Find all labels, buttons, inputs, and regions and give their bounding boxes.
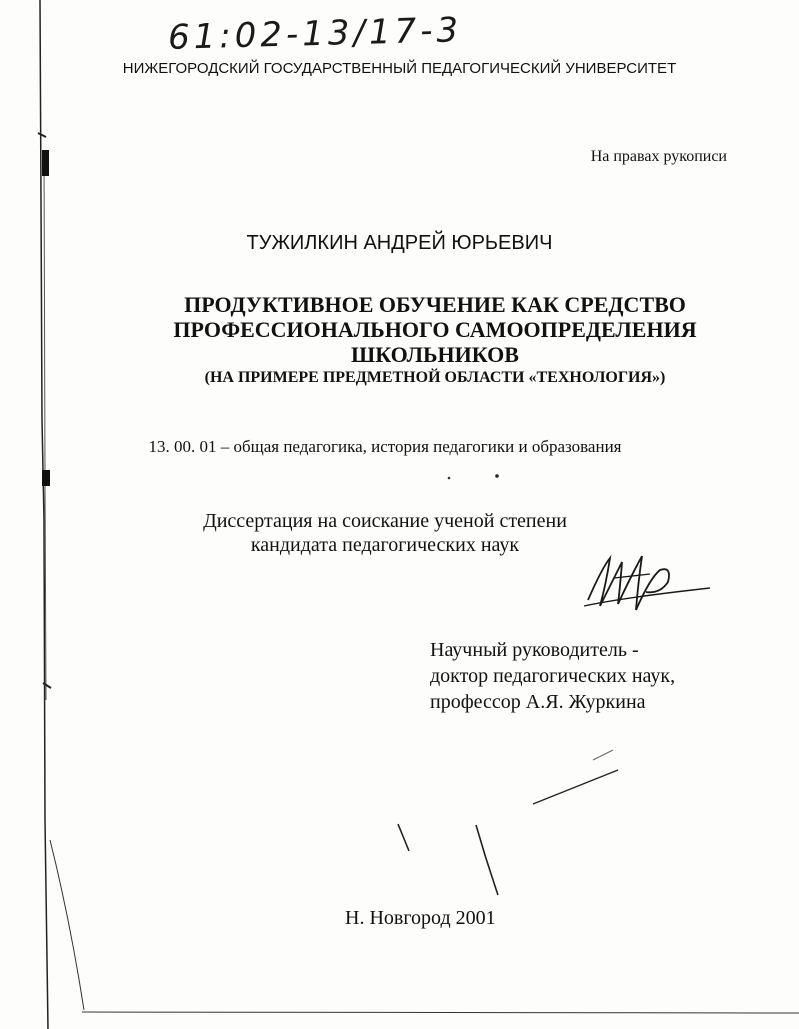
stray-stroke-1: [398, 824, 409, 851]
stray-dot-2: [495, 474, 499, 478]
stray-curve: [50, 840, 84, 1010]
specialty-code: 13. 00. 01 – общая педагогика, история педагогики и образования: [148, 437, 622, 456]
title-line-2: ПРОФЕССИОНАЛЬНОГО САМООПРЕДЕЛЕНИЯ: [173, 317, 697, 342]
stray-dot-1: [448, 477, 451, 480]
supervisor-line-2: доктор педагогических наук,: [430, 665, 676, 687]
handwritten-catalogue-code: 61:02-13/17-3: [167, 10, 463, 58]
dissertation-title: [100, 292, 770, 389]
signature: [580, 548, 720, 618]
author-name: ТУЖИЛКИН АНДРЕЙ ЮРЬЕВИЧ: [246, 232, 553, 254]
left-edge-tick-2: [43, 683, 51, 688]
stray-stroke-2: [476, 825, 498, 895]
city-year: Н. Новгород 2001: [345, 907, 496, 929]
supervisor-line-1: Научный руководитель -: [430, 639, 639, 661]
degree-line-1: Диссертация на соискание ученой степени: [203, 510, 567, 532]
title-line-3: ШКОЛЬНИКОВ: [351, 342, 519, 367]
supervisor-line-3: профессор А.Я. Журкина: [430, 691, 646, 713]
left-edge-tick-1: [38, 133, 46, 137]
left-edge-blob-1: [42, 150, 49, 176]
left-edge-blob-2: [42, 470, 50, 486]
stray-stroke-4: [593, 750, 613, 760]
degree-line-2: кандидата педагогических наук: [250, 534, 520, 556]
title-line-1: ПРОДУКТИВНОЕ ОБУЧЕНИЕ КАК СРЕДСТВО: [184, 292, 686, 317]
stray-stroke-3: [533, 770, 618, 804]
scientific-supervisor: [430, 637, 675, 715]
university-name: НИЖЕГОРОДСКИЙ ГОСУДАРСТВЕННЫЙ ПЕДАГОГИЧЕСКИЙ УНИВЕРСИТЕТ: [122, 60, 677, 77]
bottom-edge-line: [82, 1012, 799, 1013]
manuscript-note: На правах рукописи: [590, 148, 727, 165]
title-subtitle: (НА ПРИМЕРЕ ПРЕДМЕТНОЙ ОБЛАСТИ «ТЕХНОЛОГИЯ»): [204, 369, 666, 386]
